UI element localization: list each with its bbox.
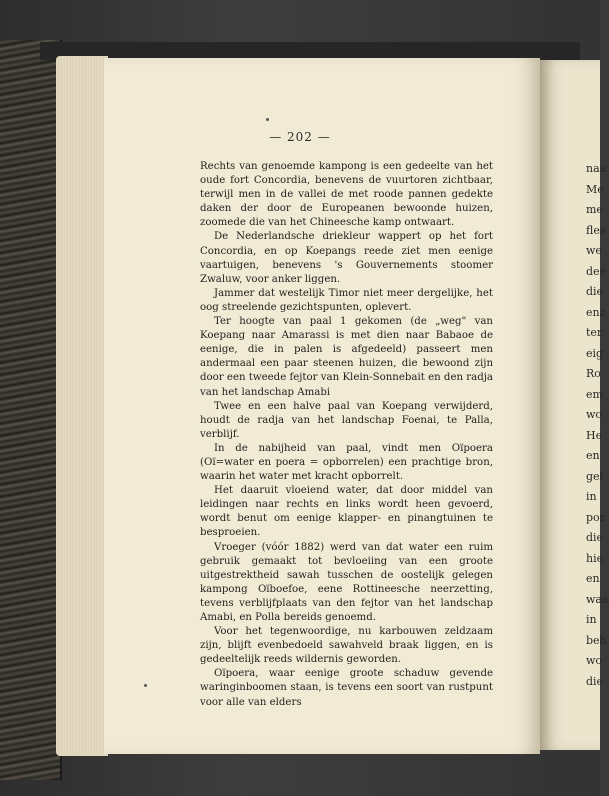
paragraph: Oïpoera, waar eenige groote schaduw gevende waringinboomen staan, is tevens een soort van rustpunt voor alle van elders [200,668,493,708]
facing-page-text-fragment: fles [586,223,606,237]
facing-page-text-fragment: in [586,613,597,626]
facing-page-text-fragment: wo [586,408,603,421]
page-body-text [200,160,493,710]
paragraph: In de nabijheid van paal, vindt men Oïpoera (Oï=water en poera = opborrelen) een prachtige bron, waarin het water met kracht opborrelt. [200,442,493,483]
facing-page-text-fragment: in [586,490,597,503]
facing-page-text-fragment: He [586,428,603,442]
ink-speck [144,684,147,687]
facing-page-text-fragment: em [586,387,603,401]
facing-page-text-fragment: me [586,203,603,216]
facing-page-text-fragment: dee [586,264,607,278]
marbled-book-cover [0,40,62,780]
facing-page-text-fragment: hie [586,551,604,565]
page-edges [56,56,108,756]
paragraph: Het daaruit vloeiend water, dat door middel van leidingen naar rechts en links wordt heen gevoerd, wordt benut om eenige klapper- en pinangtuinen te besproeien. [200,485,493,539]
paragraph: De Nederlandsche driekleur wappert op het fort Concordia, en op Koepangs reede ziet men eenige vaartuigen, benevens 's Gouvernements stoomer Zwaluw, voor anker liggen. [200,231,493,285]
page-number: — 202 — [269,130,331,144]
facing-page-text-fragment: enz [586,305,606,319]
facing-page-text-fragment: wo [586,654,603,667]
ink-speck [266,118,269,121]
paragraph: Ter hoogte van paal 1 gekomen (de „weg" van Koepang naar Amarassi is met dien naar Babaoe de eenige, die in palen is afgedeeld) passeert men andermaal een paar steenen huizen, die bewoond zijn door een tweede fejtor van Klein-Sonnebait en den radja van het landschap Amabi [200,316,493,398]
facing-page-text-fragment: die [586,285,604,298]
facing-page-text-fragment: gel [586,469,604,483]
facing-page-text-fragment: die [586,531,604,544]
facing-page-text-fragment: we [586,244,602,257]
facing-page-text-fragment: waa [586,592,609,606]
facing-page [540,60,609,750]
facing-page-text-fragment: naa [586,162,607,175]
facing-page-text-fragment: en [586,449,600,462]
facing-page-text-fragment: Ro [586,367,601,380]
facing-page-text-fragment: eig [586,346,604,360]
facing-page-text-fragment: por [586,510,605,524]
paragraph: Jammer dat westelijk Timor niet meer dergelijke, het oog streelende gezichtspunten, oplevert. [200,287,493,313]
facing-page-text-fragment: Me [586,182,604,196]
facing-page-text-fragment: die [586,674,604,688]
paragraph: Rechts van genoemde kampong is een gedeelte van het oude fort Concordia, benevens de vuurtoren zichtbaar, terwijl men in de vallei de met roode pannen gedekte daken der door de Europeanen bewoonde huizen, zoomede die van het Chineesche kamp ontwaart. [200,161,493,229]
facing-page-text-fragment: en [586,572,600,585]
paragraph: Voor het tegenwoordige, nu karbouwen zeldzaam zijn, blijft evenbedoeld sawahveld braak liggen, en is gedeeltelijk reeds wildernis geworden. [200,626,493,666]
paragraph: Twee en een halve paal van Koepang verwijderd, houdt de radja van het landschap Foenai, te Palla, verblijf. [200,400,493,440]
facing-page-text-fragment: beh [586,633,607,647]
facing-page-text-fragment: ter [586,326,603,339]
paragraph: Vroeger (vóór 1882) werd van dat water een ruim gebruik gemaakt tot bevloeiing van een groote uitgestrektheid sawah tusschen de oostelijk gelegen kampong Oïboefoe, eene Rottineesche neerzetting, tevens verblijfplaats van den fejtor van het landschap Amabi, en Polla bereids genoemd. [200,541,493,623]
